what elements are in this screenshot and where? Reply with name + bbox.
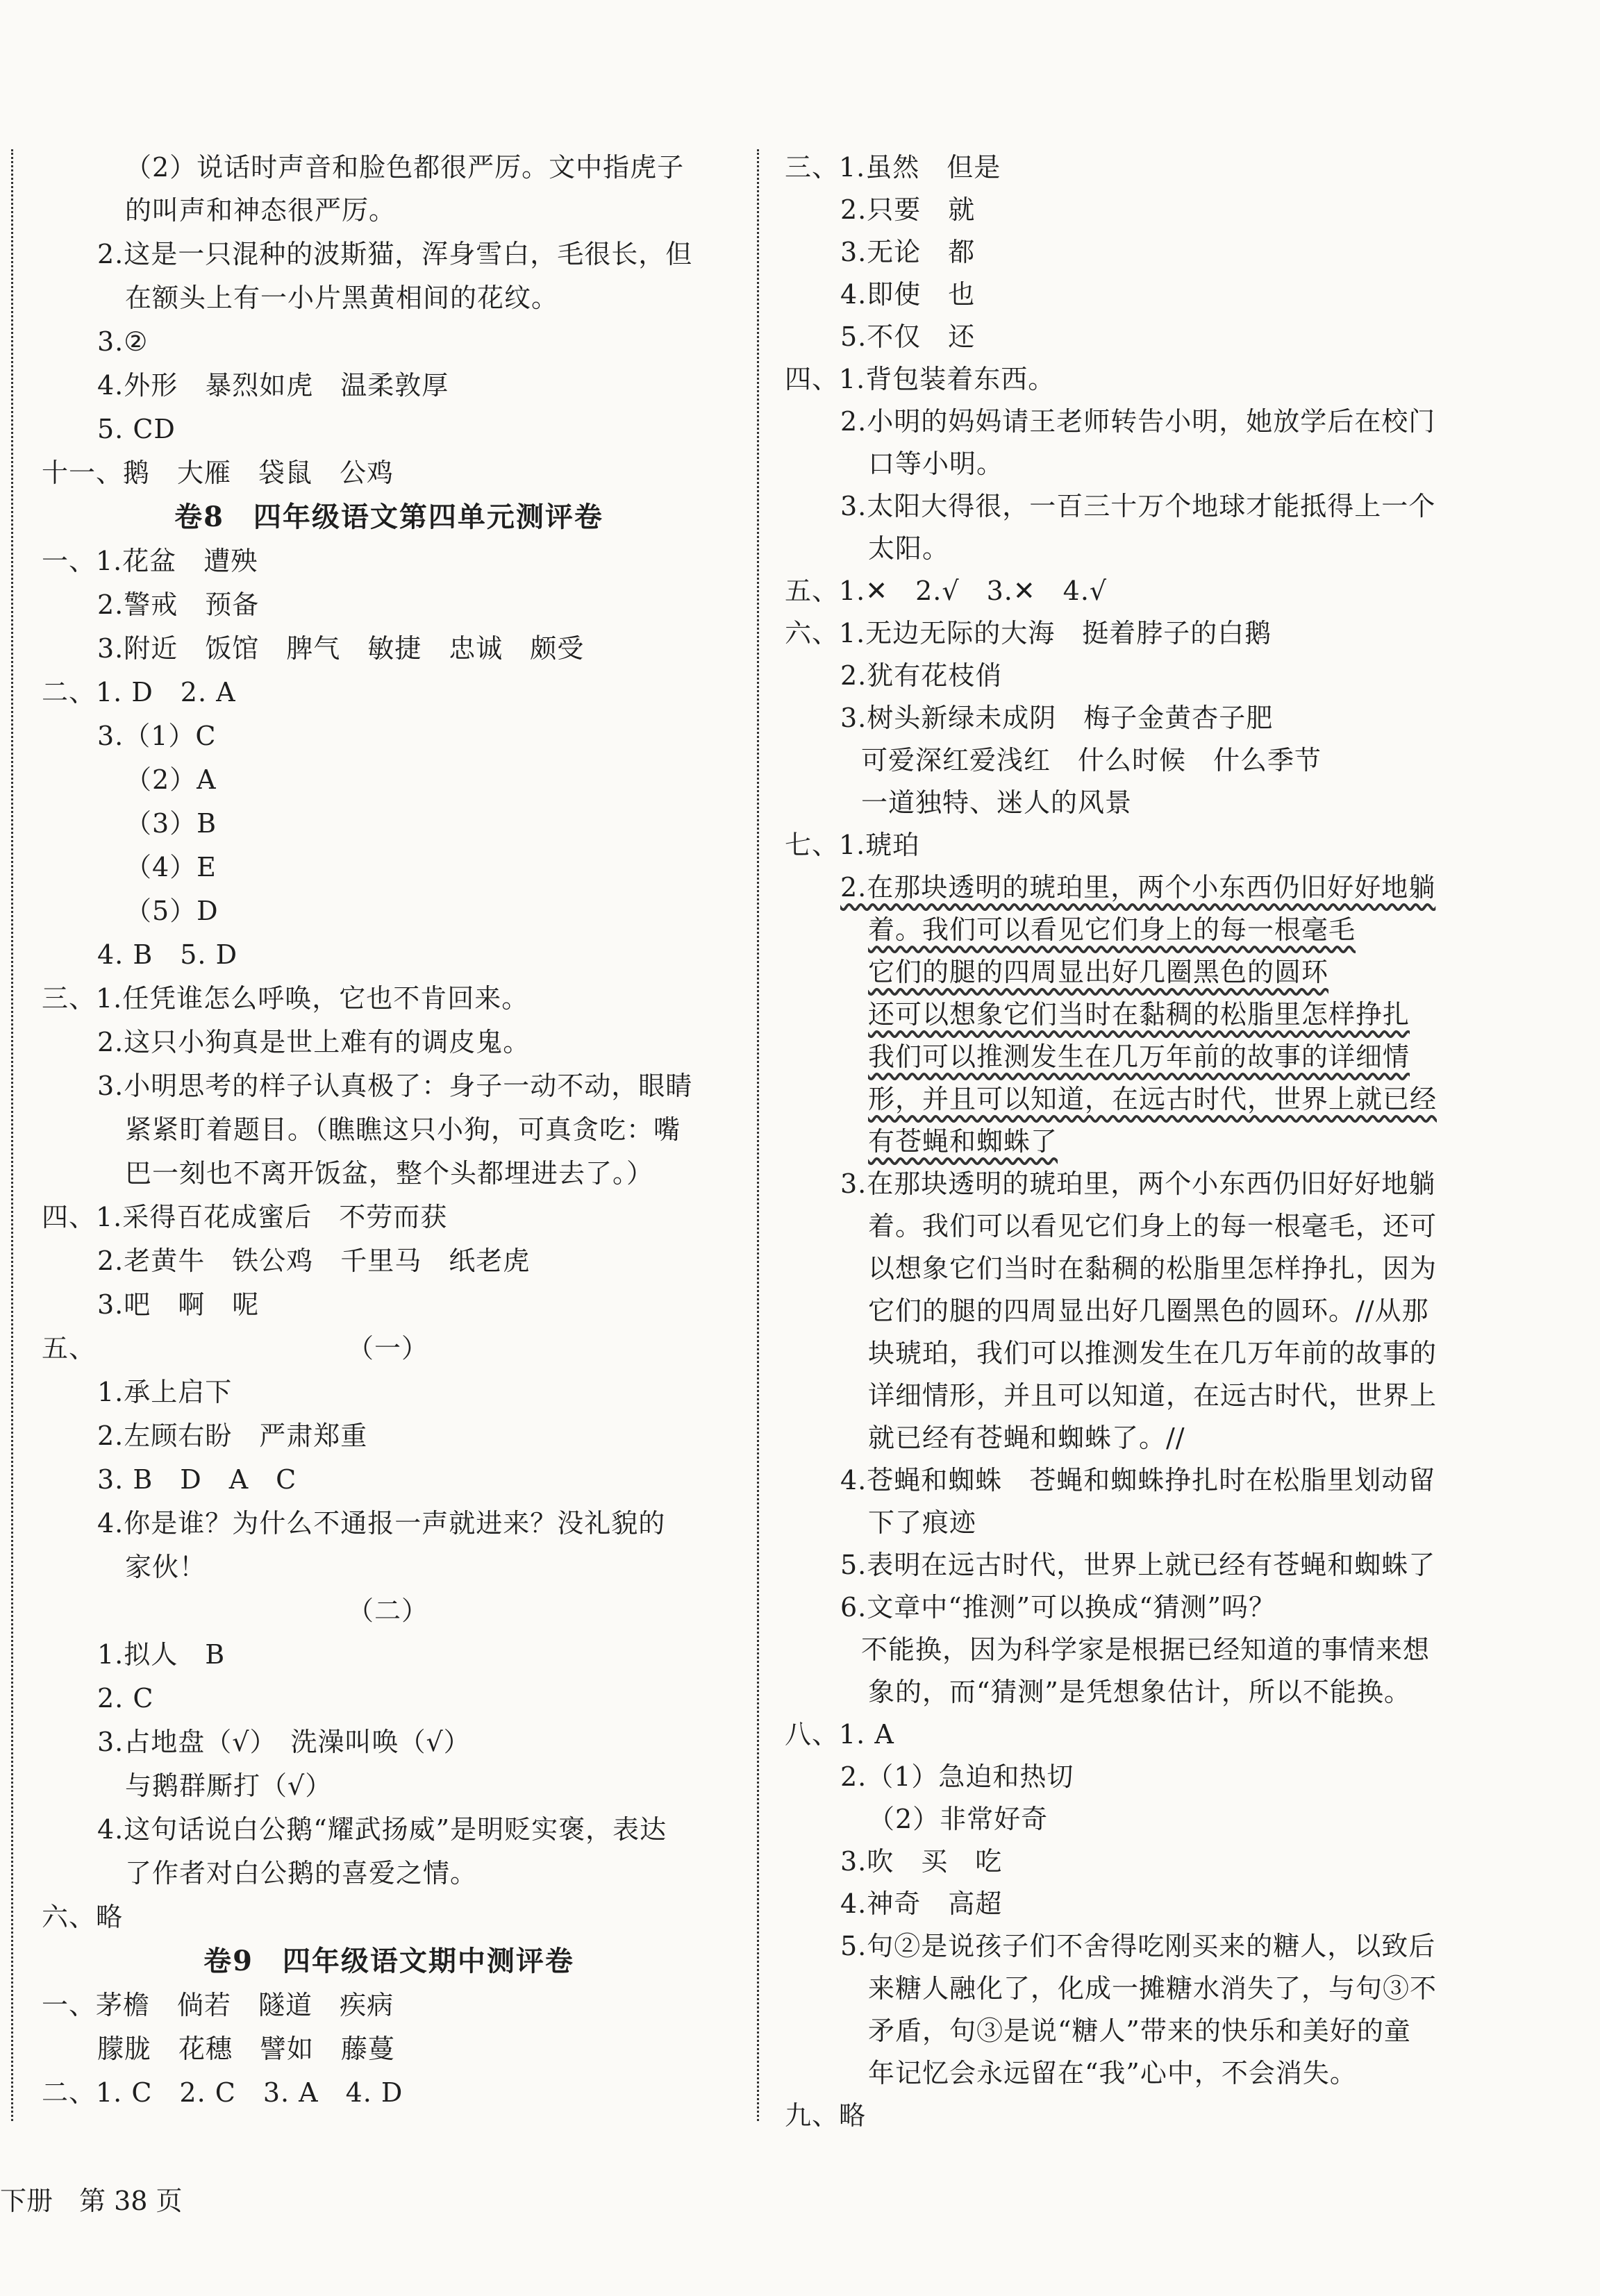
answer-line: 2.（1）急迫和热切 — [840, 1761, 1074, 1792]
section-heading: 九、略 — [785, 2100, 867, 2131]
section-heading: 五、1.✕ 2.√ 3.✕ 4.√ — [785, 576, 1108, 606]
answer-line: 3.吧 啊 呢 — [97, 1289, 260, 1320]
section-heading: 三、1.任凭谁怎么呼唤，它也不肯回来。 — [42, 983, 529, 1014]
answer-line: 4.你是谁？为什么不通报一声就进来？没礼貌的 — [97, 1508, 666, 1539]
answer-line: 块琥珀，我们可以推测发生在几万年前的故事的 — [868, 1338, 1438, 1368]
answer-line: 3.无论 都 — [840, 237, 976, 267]
answer-line: 4.即使 也 — [840, 279, 976, 310]
answer-line: （2）A — [125, 764, 217, 795]
answer-line: 与鹅群厮打（√） — [125, 1770, 333, 1801]
answer-line: 4.外形 暴烈如虎 温柔敦厚 — [97, 370, 449, 401]
page-footer: 下册 第 38 页 — [0, 2186, 183, 2216]
section-heading: 一、茅檐 倘若 隧道 疾病 — [42, 1990, 394, 2020]
section-heading: 八、1. A — [785, 1719, 894, 1750]
answer-line: 2.左顾右盼 严肃郑重 — [97, 1421, 368, 1451]
answer-line: 口等小明。 — [868, 449, 1004, 479]
paper-title: 卷8 四年级语文第四单元测评卷 — [174, 501, 603, 533]
answer-line: 5.句②是说孩子们不舍得吃刚买来的糖人，以致后 — [840, 1931, 1436, 1961]
answer-line: 2.犹有花枝俏 — [840, 660, 1003, 691]
answer-line: 家伙！ — [125, 1552, 207, 1582]
answer-line: 5.不仅 还 — [840, 321, 976, 352]
answer-line: （2）说话时声音和脸色都很严厉。文中指虎子 — [125, 152, 685, 183]
answer-line: 3.附近 饭馆 脾气 敏捷 忠诚 颇受 — [97, 633, 585, 664]
answer-line: 3.② — [97, 326, 149, 357]
answer-line: 2.这是一只混种的波斯猫，浑身雪白，毛很长，但 — [97, 239, 693, 269]
answer-line: 2.老黄牛 铁公鸡 千里马 纸老虎 — [97, 1246, 531, 1276]
section-heading: 一、1.花盆 遭殃 — [42, 546, 258, 576]
answer-line: 3.占地盘（√） 洗澡叫唤（√） — [97, 1727, 471, 1757]
answer-line: 3. B D A C — [97, 1464, 297, 1495]
answer-line: 年记忆会永远留在“我”心中，不会消失。 — [868, 2058, 1357, 2088]
answer-line: 6.文章中“推测”可以换成“猜测”吗？ — [840, 1592, 1276, 1623]
underlined-answer-line: 还可以想象它们当时在黏稠的松脂里怎样挣扎 — [868, 999, 1410, 1030]
answer-line: 4.神奇 高超 — [840, 1888, 1003, 1919]
column-divider — [757, 149, 759, 2121]
answer-line: 的叫声和神态很严厉。 — [125, 195, 397, 226]
answer-line: 可爱深红爱浅红 什么时候 什么季节 — [861, 745, 1322, 776]
paper-title: 卷9 四年级语文期中测评卷 — [203, 1945, 574, 1977]
answer-line: 3.（1）C — [97, 721, 217, 751]
answer-line: 2.只要 就 — [840, 194, 976, 225]
answer-line: 4. B 5. D — [97, 939, 238, 970]
underlined-answer-line: 我们可以推测发生在几万年前的故事的详细情 — [868, 1041, 1410, 1072]
answer-line: 紧紧盯着题目。（瞧瞧这只小狗，可真贪吃：嘴 — [125, 1114, 681, 1145]
answer-line: 一道独特、迷人的风景 — [861, 787, 1133, 818]
underlined-answer-line: 它们的腿的四周显出好几圈黑色的圆环 — [868, 957, 1329, 987]
answer-line: 2.警戒 预备 — [97, 589, 260, 620]
section-heading: 三、1.虽然 但是 — [785, 152, 1001, 183]
section-heading: 二、1. D 2. A — [42, 677, 236, 707]
answer-line: 巴一刻也不离开饭盆，整个头都埋进去了。） — [125, 1158, 654, 1189]
section-heading: 五、 — [42, 1333, 97, 1364]
answer-line: 3.在那块透明的琥珀里，两个小东西仍旧好好地躺 — [840, 1168, 1436, 1199]
answer-line: 以想象它们当时在黏稠的松脂里怎样挣扎，因为 — [868, 1253, 1438, 1284]
section-heading: 四、1.背包装着东西。 — [785, 364, 1056, 394]
answer-line: 就已经有苍蝇和蜘蛛了。// — [868, 1423, 1185, 1453]
answer-line: 了作者对白公鹅的喜爱之情。 — [125, 1858, 478, 1888]
subsection-marker: （二） — [347, 1595, 429, 1626]
answer-line: 象的，而“猜测”是凭想象估计，所以不能换。 — [868, 1677, 1411, 1707]
underlined-answer-line: 形，并且可以知道，在远古时代，世界上就已经 — [868, 1084, 1438, 1114]
answer-line: 朦胧 花穗 譬如 藤蔓 — [97, 2034, 396, 2064]
section-heading: 七、1.琥珀 — [785, 830, 920, 860]
answer-line: 1.拟人 B — [97, 1639, 226, 1670]
answer-line: 详细情形，并且可以知道，在远古时代，世界上 — [868, 1380, 1438, 1411]
section-heading: 六、1.无边无际的大海 挺着脖子的白鹅 — [785, 618, 1272, 648]
answer-line: 5.表明在远古时代，世界上就已经有苍蝇和蜘蛛了 — [840, 1550, 1436, 1580]
answer-line: 1.承上启下 — [97, 1377, 233, 1407]
answer-line: 3.吹 买 吃 — [840, 1846, 1003, 1877]
answer-line: 它们的腿的四周显出好几圈黑色的圆环。//从那 — [868, 1296, 1429, 1326]
answer-line: 来糖人融化了，化成一摊糖水消失了，与句③不 — [868, 1973, 1438, 2004]
answer-line: （4）E — [125, 852, 217, 882]
section-heading: 二、1. C 2. C 3. A 4. D — [42, 2077, 403, 2108]
answer-line: 着。我们可以看见它们身上的每一根毫毛，还可 — [868, 1211, 1438, 1241]
answer-line: 5. CD — [97, 414, 176, 444]
underlined-answer-line: 2.在那块透明的琥珀里，两个小东西仍旧好好地躺 — [840, 872, 1436, 903]
section-heading: 四、1.采得百花成蜜后 不劳而获 — [42, 1202, 448, 1232]
answer-line: （2）非常好奇 — [868, 1804, 1049, 1834]
answer-line: 不能换，因为科学家是根据已经知道的事情来想 — [861, 1634, 1431, 1665]
answer-line: 矛盾，句③是说“糖人”带来的快乐和美好的童 — [868, 2016, 1411, 2046]
answer-line: 3.太阳大得很，一百三十万个地球才能抵得上一个 — [840, 491, 1436, 521]
left-edge-dotted-line — [11, 149, 13, 2121]
answer-line: 2.这只小狗真是世上难有的调皮鬼。 — [97, 1027, 531, 1057]
answer-line: 4.苍蝇和蜘蛛 苍蝇和蜘蛛挣扎时在松脂里划动留 — [840, 1465, 1436, 1495]
answer-line: 下了痕迹 — [868, 1507, 977, 1538]
answer-line: 4.这句话说白公鹅“耀武扬威”是明贬实褒，表达 — [97, 1814, 667, 1845]
underlined-answer-line: 有苍蝇和蜘蛛了 — [868, 1126, 1058, 1157]
answer-line: （5）D — [125, 896, 219, 926]
answer-line: 2.小明的妈妈请王老师转告小明，她放学后在校门 — [840, 406, 1436, 437]
answer-line: （3）B — [125, 808, 217, 839]
underlined-answer-line: 着。我们可以看见它们身上的每一根毫毛 — [868, 914, 1356, 945]
answer-line: 3.小明思考的样子认真极了：身子一动不动，眼睛 — [97, 1071, 693, 1101]
subsection-marker: （一） — [347, 1333, 429, 1364]
section-heading: 六、略 — [42, 1902, 124, 1932]
answer-line: 3.树头新绿未成阴 梅子金黄杏子肥 — [840, 703, 1274, 733]
answer-line: 太阳。 — [868, 533, 950, 564]
answer-line: 在额头上有一小片黑黄相间的花纹。 — [125, 283, 559, 313]
answer-line: 2. C — [97, 1683, 154, 1713]
section-heading: 十一、鹅 大雁 袋鼠 公鸡 — [42, 458, 394, 488]
